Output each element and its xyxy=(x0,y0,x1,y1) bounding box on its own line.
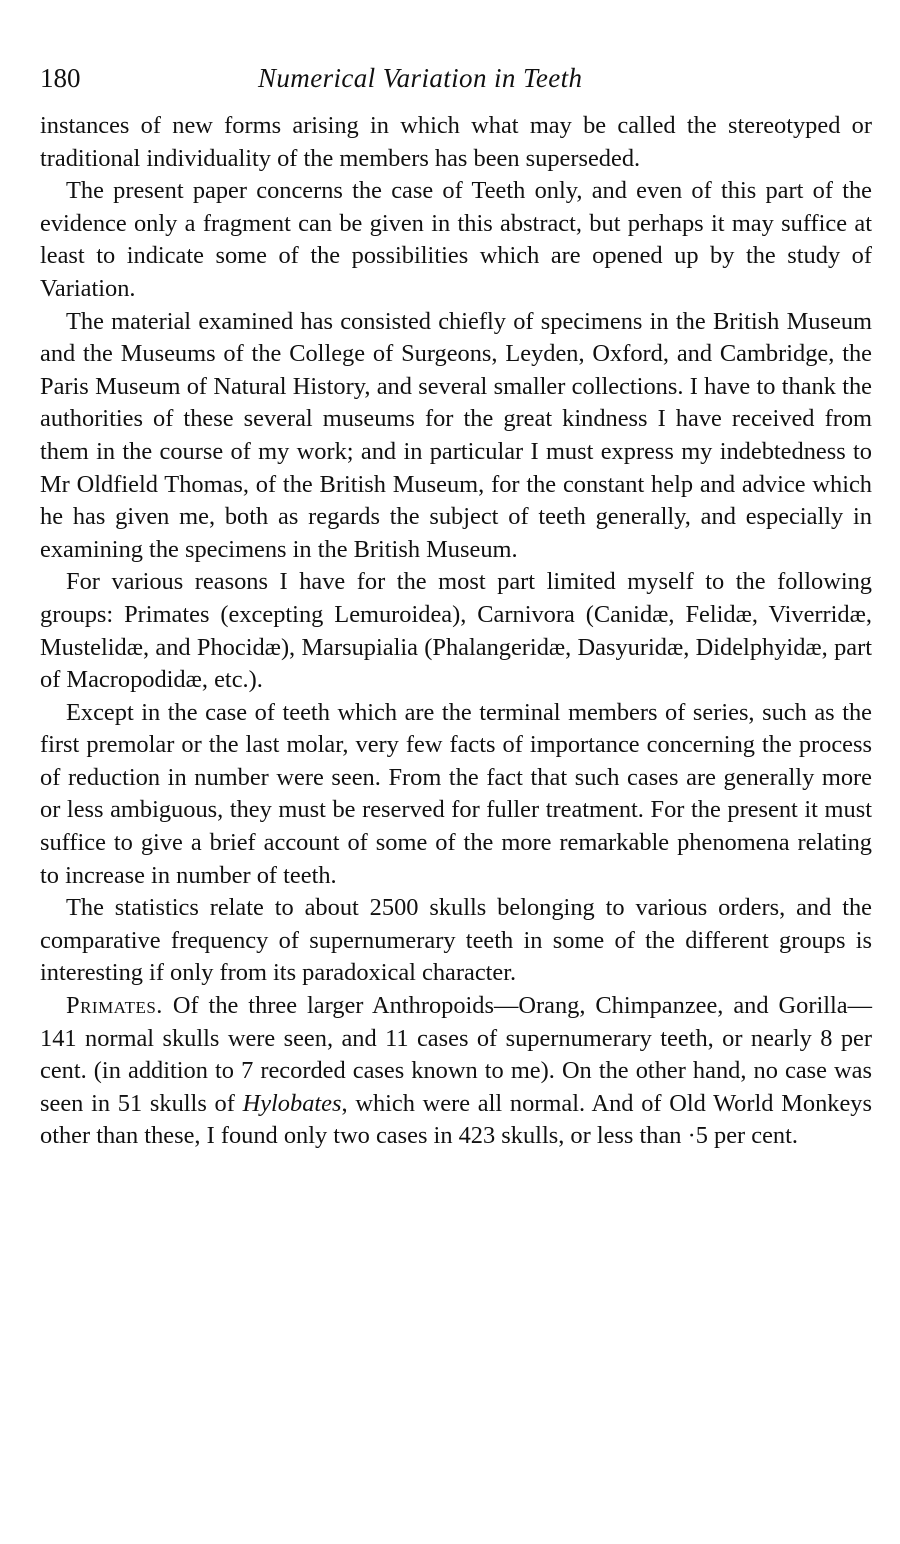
body-text xyxy=(40,110,872,1153)
paragraph-material: The material examined has consisted chiefly of specimens in the British Museum and the Museums of the College of Surgeons, Leyden, Oxford, and Cambridge, the Paris Museum of Natural History, and several smaller collections. I have to thank the authorities of these several museums for the great kindness I have received from them in the course of my work; and in particular I must express my indebtedness to Mr Oldfield Thomas, of the British Museum, for the constant help and advice which he has given me, both as regards the subject of teeth generally, and especially in examining the specimens in the British Museum. xyxy=(40,307,872,563)
paragraph-statistics: The statistics relate to about 2500 skulls belonging to various orders, and the comparative frequency of supernumerary teeth in some of the different groups is interesting if only from its paradoxical character. xyxy=(40,894,872,987)
paragraph-continuation: instances of new forms arising in which what may be called the stereotyped or traditional individuality of the members has been superseded. xyxy=(40,112,872,172)
section-lead-primates: Primates. xyxy=(66,992,163,1020)
paragraph-primates xyxy=(40,990,872,1153)
paragraph-reduction: Except in the case of teeth which are the terminal members of series, such as the first premolar or the last molar, very few facts of importance concerning the process of reduction in number were seen. From the fact that such cases are generally more or less ambiguous, they must be reserved for fuller treatment. For the present it must suffice to give a brief account of some of the more remarkable phenomena relating to increase in number of teeth. xyxy=(40,698,872,889)
running-title: Numerical Variation in Teeth xyxy=(258,63,583,93)
book-page xyxy=(40,58,872,1153)
paragraph-groups: For various reasons I have for the most part limited myself to the following groups: Primates (excepting Lemuroidea), Carnivora (Canidæ, Felidæ, Viverridæ, Mustelidæ, and Phocidæ), Marsupialia (Phalangeridæ, Dasyuridæ, Didelphyidæ, part of Macropodidæ, etc.). xyxy=(40,568,872,694)
paragraph-teeth-scope: The present paper concerns the case of Teeth only, and even of this part of the evidence only a fragment can be given in this abstract, but perhaps it may suffice at least to indicate some of the possibilities which are opened up by the study of Variation. xyxy=(40,177,872,302)
page-number: 180 xyxy=(40,63,81,93)
running-head xyxy=(40,58,872,98)
genus-name: Hylobates xyxy=(242,1089,342,1117)
primates-text-a: Of the three larger Anthropoids—Orang, Chimpanzee, and Gorilla—141 normal skulls were seen, and 11 cases of supernumerary teeth, or nearly 8 per cent. (in addition to 7 recorded cases known to me). On the other hand, no case was seen in 51 skulls of xyxy=(40,992,872,1117)
primates-text-b: , which were all normal. And of Old World Monkeys other than these, I found only two cases in 423 skulls, or less than ·5 per cent. xyxy=(40,1089,872,1150)
